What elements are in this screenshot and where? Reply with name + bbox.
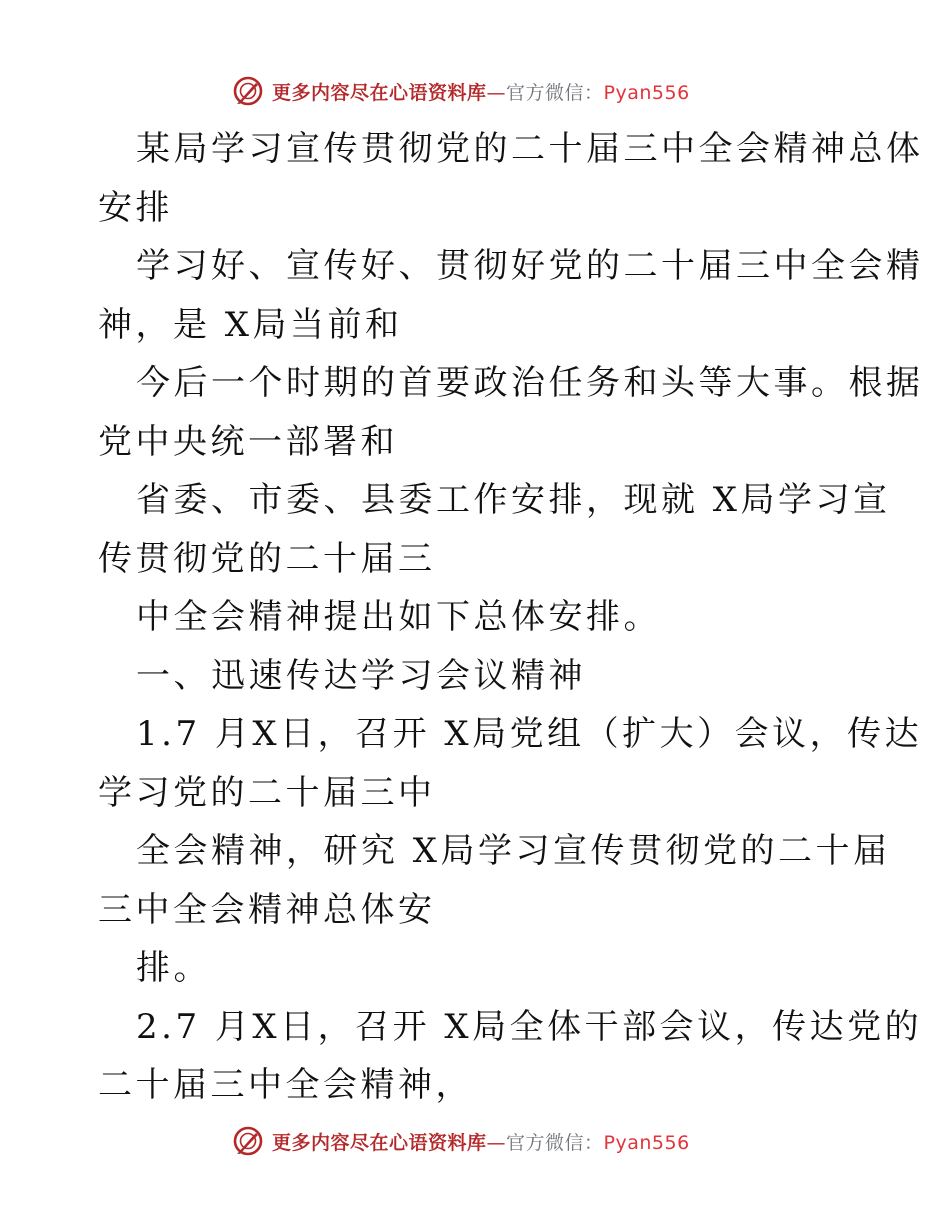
watermark-wechat-id: Pyan556 bbox=[603, 1131, 690, 1154]
watermark-header bbox=[232, 74, 752, 108]
section-heading: 一、迅速传达学习会议精神 bbox=[136, 655, 586, 696]
watermark-brand: 更多内容尽在心语资料库 bbox=[272, 1131, 487, 1154]
text-line: 神，是 X局当前和 bbox=[98, 304, 403, 345]
watermark-wechat-id: Pyan556 bbox=[603, 81, 690, 104]
watermark-brand: 更多内容尽在心语资料库 bbox=[272, 81, 487, 104]
text-line: 全会精神，研究 X局学习宣传贯彻党的二十届 bbox=[136, 831, 891, 871]
watermark-wechat-label: 官方微信： bbox=[506, 81, 604, 104]
text-line: 二十届三中全会精神， bbox=[98, 1065, 473, 1105]
pen-logo-icon bbox=[232, 1125, 264, 1157]
text-line: 三中全会精神总体安 bbox=[98, 889, 436, 930]
text-line: 传贯彻党的二十届三 bbox=[98, 538, 436, 579]
watermark-dash: — bbox=[486, 1131, 507, 1154]
watermark-wechat-label: 官方微信： bbox=[506, 1131, 604, 1154]
text-line: 1.7 月X日，召开 X局党组（扩大）会议，传达 bbox=[136, 714, 923, 754]
text-line: 党中央统一部署和 bbox=[98, 421, 398, 462]
text-line: 中全会精神提出如下总体安排。 bbox=[136, 597, 661, 637]
text-line: 安排 bbox=[98, 187, 173, 228]
text-line: 学习好、宣传好、贯彻好党的二十届三中全会精 bbox=[136, 246, 924, 286]
watermark-line bbox=[272, 1128, 690, 1155]
watermark-line bbox=[272, 78, 690, 105]
text-line: 学习党的二十届三中 bbox=[98, 772, 436, 813]
text-line: 今后一个时期的首要政治任务和头等大事。根据 bbox=[136, 363, 924, 403]
pen-logo-icon bbox=[232, 75, 264, 107]
text-line: 某局学习宣传贯彻党的二十届三中全会精神总体 bbox=[136, 129, 924, 169]
watermark-footer bbox=[232, 1124, 752, 1158]
watermark-dash: — bbox=[486, 81, 507, 104]
text-line: 省委、市委、县委工作安排，现就 X局学习宣 bbox=[136, 480, 891, 520]
text-line: 排。 bbox=[136, 948, 211, 988]
text-line: 2.7 月X日，召开 X局全体干部会议，传达党的 bbox=[136, 1006, 923, 1047]
document-body bbox=[98, 120, 924, 1115]
